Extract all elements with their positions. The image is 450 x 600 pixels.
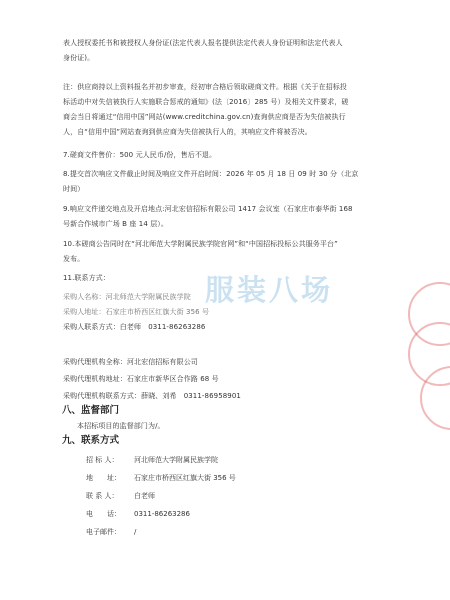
contact-value: / (134, 528, 137, 536)
contact-label: 联 系 人： (86, 492, 119, 500)
contact-value: 白老师 (134, 492, 155, 500)
section-9-title: 九、联系方式 (62, 435, 120, 446)
section-8-title: 八、监督部门 (62, 405, 120, 416)
text-line: 采购代理机构地址：石家庄市新华区合作路 68 号 (63, 375, 219, 383)
text-line: 表人授权委托书和被授权人身份证(法定代表人报名提供法定代表人身份证明和法定代表人 (63, 39, 343, 47)
contact-value: 河北师范大学附属民族学院 (134, 456, 218, 464)
contact-row (86, 472, 236, 484)
text-line: 注：供应商持以上资料报名并初步审查，经初审合格后领取磋商文件。根据《关于在招标投 (63, 83, 347, 91)
section-8-body: 本招标项目的监督部门为/。 (77, 422, 165, 430)
text-line: 8.提交首次响应文件截止时间及响应文件开启时间：2026 年 05 月 18 日 09 时 30 分（北京 (63, 170, 359, 178)
contact-row (86, 508, 190, 520)
contact-label: 地 址： (86, 474, 121, 482)
text-line: 号新合作城市广场 B 座 14 层）。 (63, 220, 169, 228)
text-line: 商会当日将通过“信用中国”网站(www.creditchina.gov.cn)查询供应商是否为失信被执行 (63, 113, 346, 121)
text-line: 采购代理机构联系方式：薛晓、刘希 0311-86958901 (63, 392, 241, 400)
text-line: 身份证)。 (63, 54, 95, 62)
contact-value: 石家庄市桥西区红旗大街 356 号 (134, 474, 236, 482)
text-line: 采购人地址：石家庄市桥西区红旗大街 356 号 (63, 308, 210, 316)
text-line: 7.磋商文件售价：500 元人民币/份，售后不退。 (63, 151, 217, 159)
contact-row (86, 454, 218, 466)
text-line: 时间） (63, 185, 85, 193)
contact-label: 电子邮件： (86, 528, 121, 536)
text-line: 9.响应文件递交地点及开启地点:河北宏信招标有限公司 1417 会议室（石家庄市泰华街 168 (63, 205, 353, 213)
contact-label: 电 话： (86, 510, 121, 518)
text-line: 人，自“信用中国”网站查询到供应商为失信被执行人的，其响应文件将被否决。 (63, 128, 312, 136)
text-line: 发布。 (63, 255, 85, 263)
text-line: 11.联系方式： (63, 274, 110, 282)
text-line: 采购人联系方式：白老师 0311-86263286 (63, 323, 206, 331)
contact-value: 0311-86263286 (134, 510, 190, 518)
contact-row (86, 490, 155, 502)
text-line: 采购代理机构全称：河北宏信招标有限公司 (63, 358, 198, 366)
contact-row (86, 526, 136, 538)
text-line: 标活动中对失信被执行人实施联合惩戒的通知》(法〔2016〕285 号）及相关文件要求，磋 (63, 98, 349, 106)
text-line: 10.本磋商公告同时在“河北师范大学附属民族学院官网”和“中国招标投标公共服务平台” (63, 240, 338, 248)
contact-label: 招 标 人： (86, 456, 119, 464)
text-line: 采购人名称：河北师范大学附属民族学院 (63, 293, 191, 301)
watermark: 服装八场 (205, 273, 334, 307)
